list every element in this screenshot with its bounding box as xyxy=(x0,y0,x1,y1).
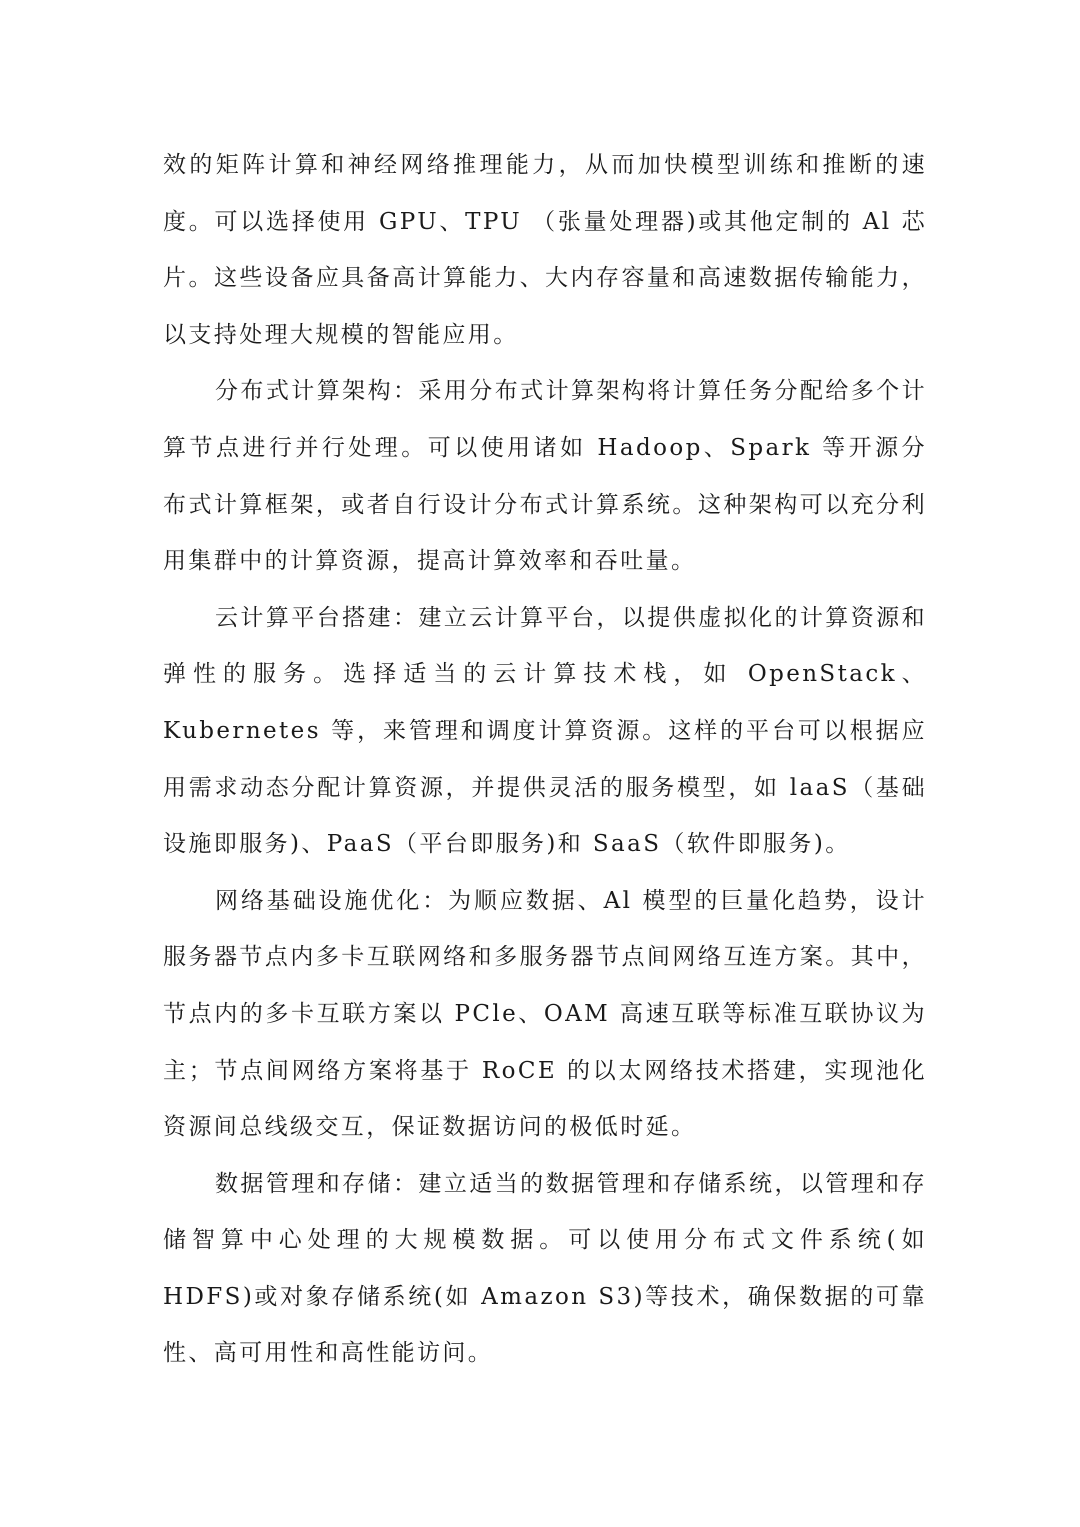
paragraph-hardware: 效的矩阵计算和神经网络推理能力，从而加快模型训练和推断的速度。可以选择使用 GPU、TPU （张量处理器)或其他定制的 Al 芯片。这些设备应具备高计算能力、大内存容量和高速数据传输能力，以支持处理大规模的智能应用。 xyxy=(163,152,927,348)
paragraph-data-storage: 数据管理和存储：建立适当的数据管理和存储系统，以管理和存储智算中心处理的大规模数据。可以使用分布式文件系统(如 HDFS)或对象存储系统(如 Amazon S3)等技术，确保数据的可靠性、高可用性和高性能访问。 xyxy=(163,1170,927,1367)
document-body xyxy=(163,137,927,1382)
paragraph-network-infrastructure: 网络基础设施优化：为顺应数据、Al 模型的巨量化趋势，设计服务器节点内多卡互联网络和多服务器节点间网络互连方案。其中，节点内的多卡互联方案以 PCle、OAM 高速互联等标准互联协议为主；节点间网络方案将基于 RoCE 的以太网络技术搭建，实现池化资源间总线级交互，保证数据访问的极低时延。 xyxy=(163,887,927,1141)
paragraph-cloud-platform: 云计算平台搭建：建立云计算平台，以提供虚拟化的计算资源和弹性的服务。选择适当的云计算技术栈，如 OpenStack、Kubernetes 等，来管理和调度计算资源。这样的平台可以根据应用需求动态分配计算资源，并提供灵活的服务模型，如 laaS（基础设施即服务)、PaaS（平台即服务)和 SaaS（软件即服务)。 xyxy=(163,604,927,858)
paragraph-distributed-computing: 分布式计算架构：采用分布式计算架构将计算任务分配给多个计算节点进行并行处理。可以使用诸如 Hadoop、Spark 等开源分布式计算框架，或者自行设计分布式计算系统。这种架构可以充分利用集群中的计算资源，提高计算效率和吞吐量。 xyxy=(163,378,927,575)
